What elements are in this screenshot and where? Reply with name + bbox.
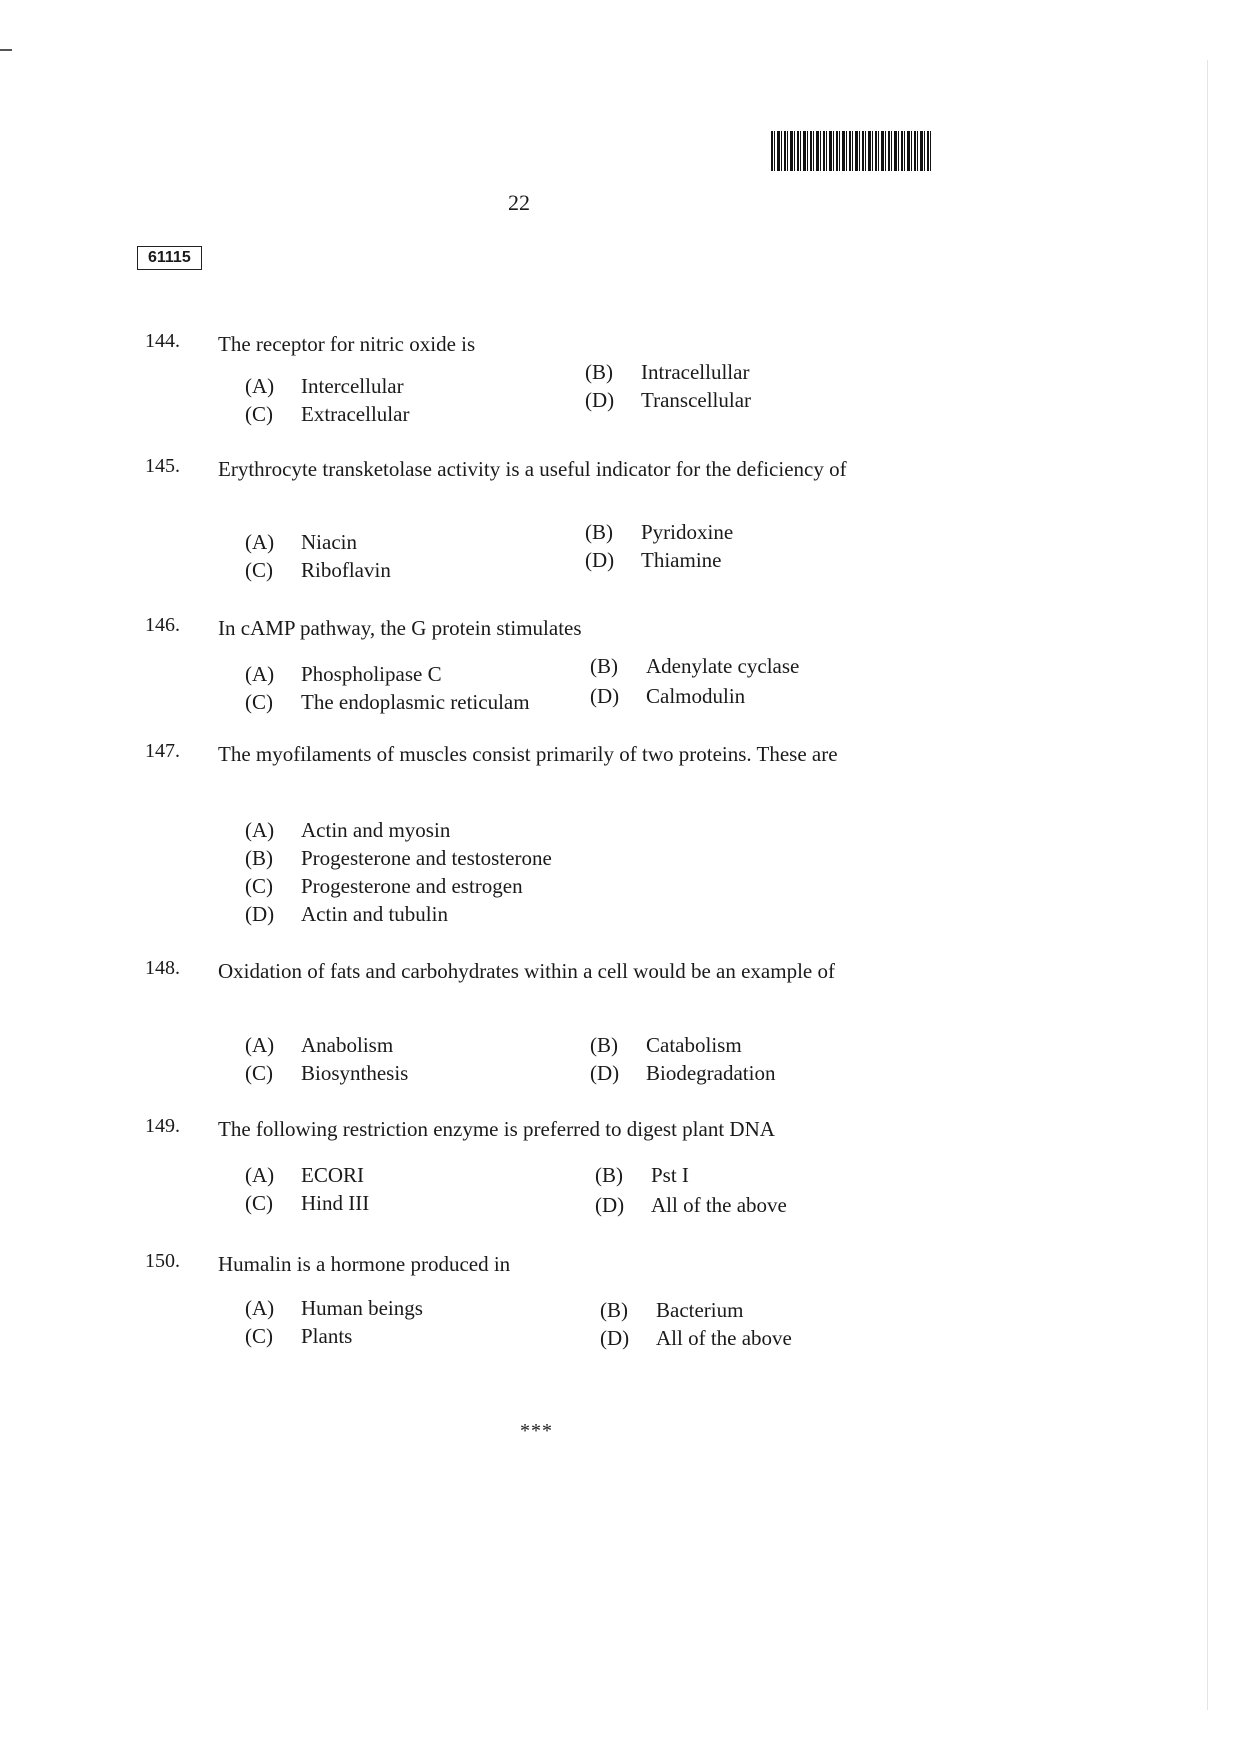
option-c: [245, 874, 523, 899]
option-d: [600, 1326, 792, 1351]
question-number: 145.: [145, 455, 180, 477]
option-a: [245, 1163, 364, 1188]
option-d: [590, 1061, 775, 1086]
question-number: 146.: [145, 614, 180, 636]
option-d: [585, 548, 721, 573]
question-number: 147.: [145, 740, 180, 762]
option-label: (C): [245, 1324, 273, 1348]
option-b: [600, 1298, 743, 1323]
option-label: (A): [245, 1163, 275, 1187]
option-label: (A): [245, 1033, 275, 1057]
question-number: 149.: [145, 1115, 180, 1137]
page-number: 22: [508, 190, 530, 215]
option-text: Human beings: [301, 1296, 423, 1320]
option-text: Intercellular: [301, 374, 404, 398]
option-b: [245, 846, 552, 871]
option-text: Progesterone and testosterone: [301, 846, 552, 870]
question-text: The myofilaments of muscles consist primarily of two proteins. These are: [218, 742, 838, 766]
option-d: [245, 902, 448, 927]
option-a: [245, 818, 450, 843]
option-a: [245, 530, 357, 555]
option-label: (D): [595, 1193, 625, 1217]
option-text: Catabolism: [646, 1033, 742, 1057]
scan-shadow-line: [1207, 60, 1208, 1710]
option-label: (C): [245, 558, 273, 582]
question-number: 150.: [145, 1250, 180, 1272]
option-b: [595, 1163, 689, 1188]
option-text: Thiamine: [641, 548, 722, 572]
option-label: (A): [245, 1296, 275, 1320]
option-label: (D): [245, 902, 275, 926]
question-number: 144.: [145, 330, 180, 352]
question-text: Erythrocyte transketolase activity is a useful indicator for the deficiency of: [218, 457, 847, 481]
option-text: Niacin: [301, 530, 357, 554]
option-a: [245, 1296, 423, 1321]
option-text: Biosynthesis: [301, 1061, 409, 1085]
option-text: Biodegradation: [646, 1061, 776, 1085]
option-text: Hind III: [301, 1191, 370, 1215]
option-label: (A): [245, 662, 275, 686]
option-text: Calmodulin: [646, 684, 746, 708]
option-label: (C): [245, 1191, 273, 1215]
option-label: (D): [590, 1061, 620, 1085]
question-text: In cAMP pathway, the G protein stimulates: [218, 616, 582, 640]
option-b: [590, 654, 799, 679]
question-number: 148.: [145, 957, 180, 979]
option-a: [245, 374, 404, 399]
option-label: (C): [245, 402, 273, 426]
option-label: (B): [585, 360, 613, 384]
option-label: (B): [590, 1033, 618, 1057]
option-label: (B): [245, 846, 273, 870]
option-text: ECORI: [301, 1163, 364, 1187]
option-text: Transcellular: [641, 388, 752, 412]
option-text: Plants: [301, 1324, 353, 1348]
option-text: Actin and myosin: [301, 818, 451, 842]
option-d: [590, 684, 745, 709]
option-label: (D): [590, 684, 620, 708]
option-label: (C): [245, 690, 273, 714]
option-c: [245, 402, 409, 427]
option-label: (A): [245, 374, 275, 398]
option-label: (B): [600, 1298, 628, 1322]
option-text: Progesterone and estrogen: [301, 874, 523, 898]
option-b: [585, 520, 733, 545]
option-b: [585, 360, 749, 385]
option-label: (D): [585, 388, 615, 412]
question-text: The receptor for nitric oxide is: [218, 332, 476, 356]
option-label: (A): [245, 530, 275, 554]
option-a: [245, 662, 442, 687]
option-text: Bacterium: [656, 1298, 744, 1322]
option-label: (D): [585, 548, 615, 572]
option-d: [585, 388, 751, 413]
option-text: All of the above: [656, 1326, 792, 1350]
option-text: Extracellular: [301, 402, 410, 426]
option-text: Pyridoxine: [641, 520, 734, 544]
end-of-paper-mark: ***: [520, 1420, 553, 1442]
question-text: The following restriction enzyme is preferred to digest plant DNA: [218, 1117, 775, 1141]
option-label: (C): [245, 874, 273, 898]
option-c: [245, 1324, 352, 1349]
scan-edge-mark: [0, 49, 12, 51]
option-text: Adenylate cyclase: [646, 654, 800, 678]
paper-code-box: 61115: [137, 246, 202, 270]
option-text: Intracellullar: [641, 360, 750, 384]
option-label: (D): [600, 1326, 630, 1350]
option-text: Anabolism: [301, 1033, 394, 1057]
option-c: [245, 1061, 408, 1086]
option-text: Pst I: [651, 1163, 689, 1187]
option-b: [590, 1033, 742, 1058]
option-c: [245, 558, 391, 583]
option-label: (A): [245, 818, 275, 842]
question-text: Oxidation of fats and carbohydrates within a cell would be an example of: [218, 959, 835, 983]
option-text: Riboflavin: [301, 558, 391, 582]
question-text: Humalin is a hormone produced in: [218, 1252, 511, 1276]
option-label: (B): [590, 654, 618, 678]
option-text: All of the above: [651, 1193, 787, 1217]
option-c: [245, 690, 530, 715]
option-label: (C): [245, 1061, 273, 1085]
option-label: (B): [585, 520, 613, 544]
option-text: Actin and tubulin: [301, 902, 448, 926]
option-c: [245, 1191, 369, 1216]
barcode: [771, 131, 931, 171]
option-text: Phospholipase C: [301, 662, 442, 686]
option-text: The endoplasmic reticulam: [301, 690, 530, 714]
option-d: [595, 1193, 787, 1218]
option-a: [245, 1033, 393, 1058]
option-label: (B): [595, 1163, 623, 1187]
